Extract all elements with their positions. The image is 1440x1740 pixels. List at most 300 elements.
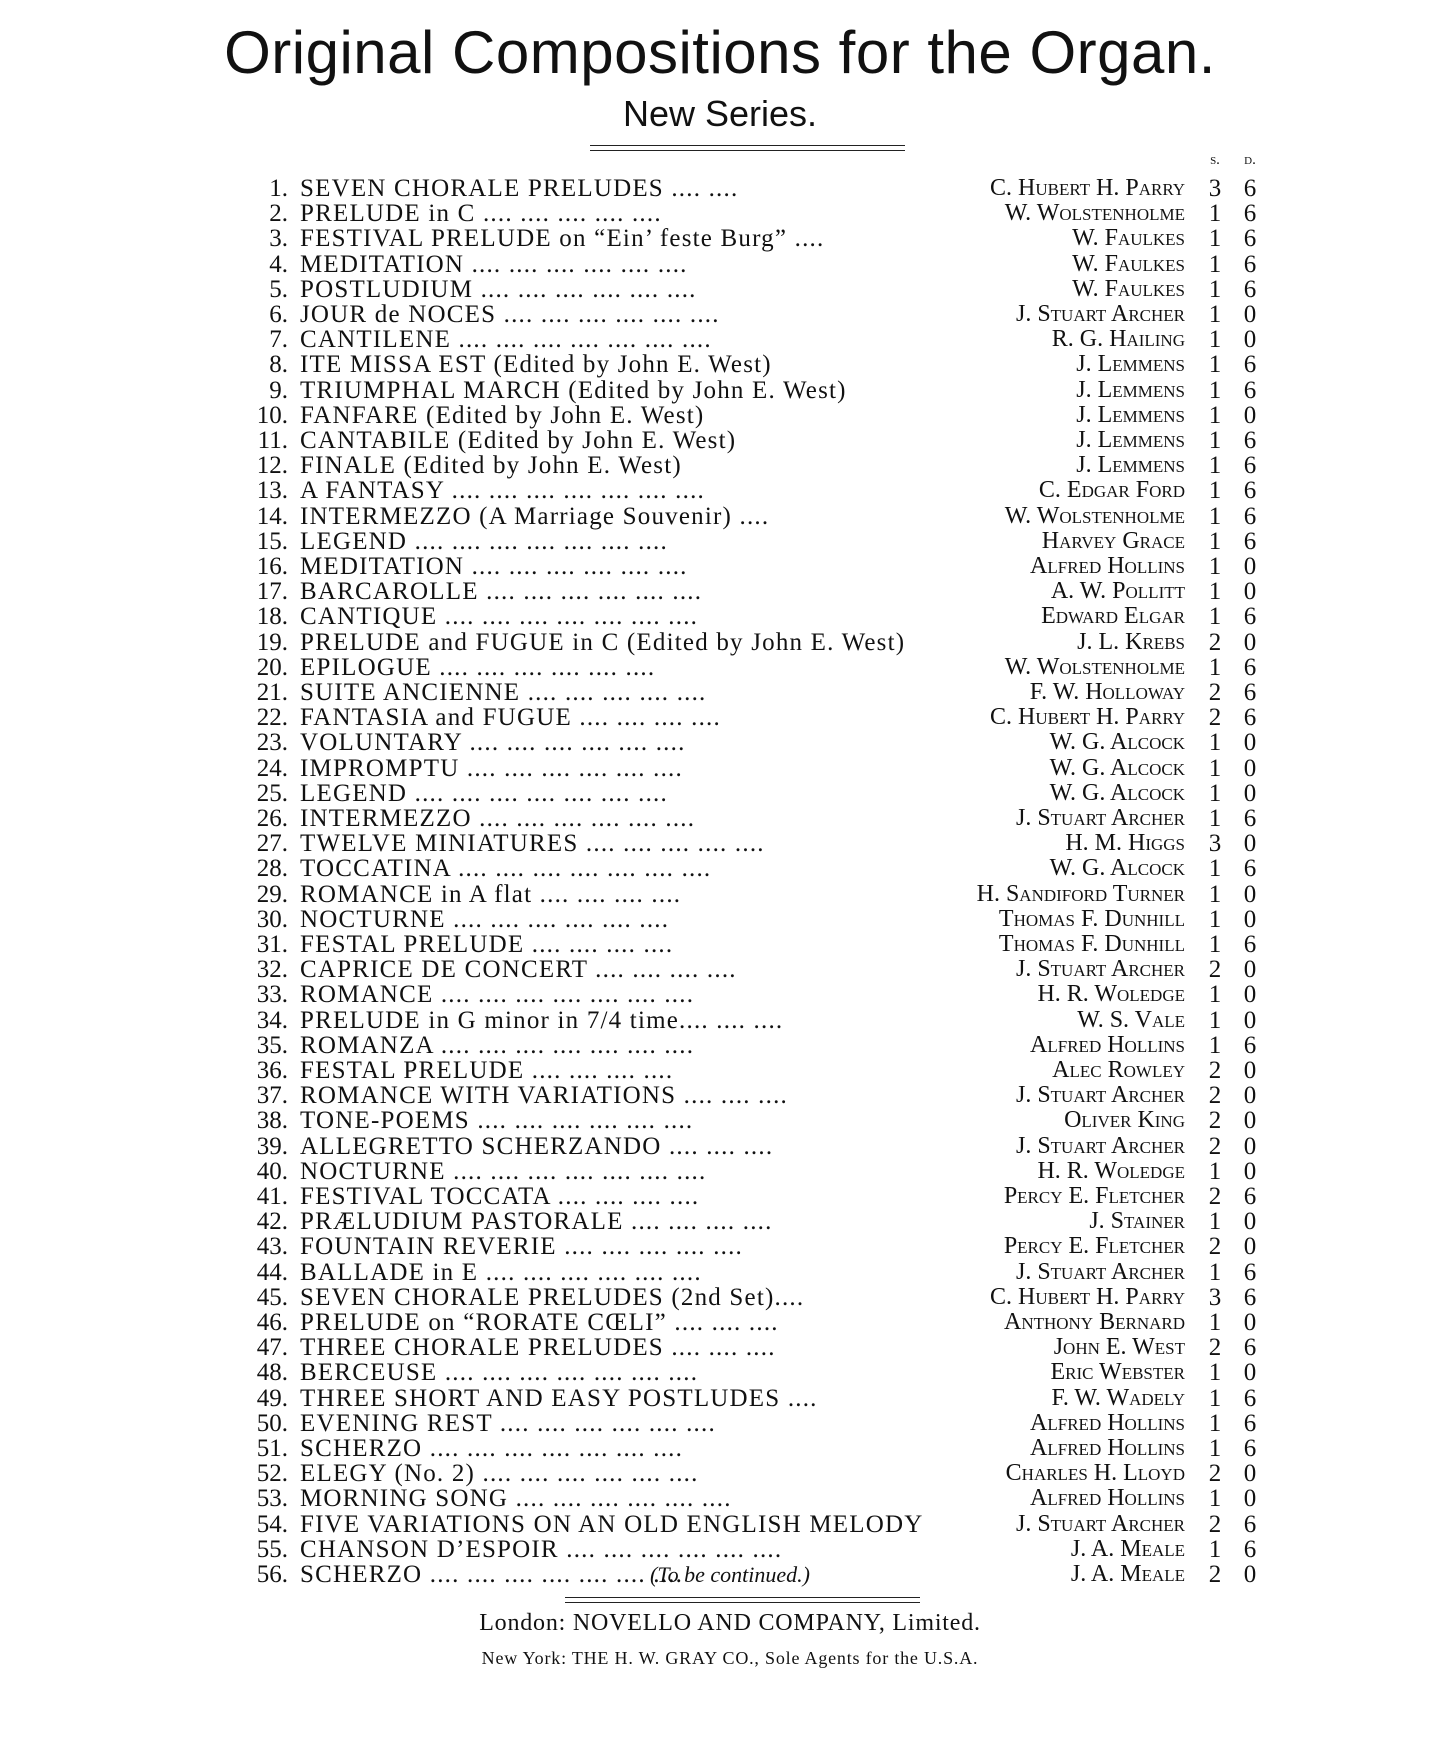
item-number: 9. — [269, 376, 288, 404]
list-item — [0, 1058, 1440, 1083]
item-composer: H. Sandiford Turner — [976, 880, 1185, 907]
item-composer: Charles H. Lloyd — [1005, 1460, 1185, 1487]
item-price-pence: 6 — [1243, 1283, 1257, 1311]
list-item — [0, 378, 1440, 403]
item-number: 22. — [256, 704, 288, 732]
item-price-shillings: 2 — [1208, 1057, 1222, 1084]
item-composer: W. Faulkes — [1072, 275, 1185, 302]
item-price-pence: 6 — [1243, 225, 1257, 253]
publisher-line-new-york: New York: THE H. W. GRAY CO., Sole Agents for the U.S.A. — [481, 1648, 979, 1668]
item-title: TRIUMPHAL MARCH (Edited by John E. West) — [300, 376, 847, 404]
item-price-shillings: 1 — [1208, 931, 1222, 958]
item-composer: R. G. Hailing — [1051, 326, 1185, 353]
list-item — [0, 1486, 1440, 1511]
item-price-shillings: 2 — [1208, 1082, 1222, 1110]
item-price-shillings: 2 — [1208, 679, 1222, 706]
divider-top — [590, 145, 905, 151]
item-title: ROMANCE WITH VARIATIONS .... .... .... — [300, 1082, 788, 1110]
item-composer: J. Stainer — [1089, 1208, 1185, 1235]
item-price-pence: 6 — [1243, 1510, 1257, 1538]
item-composer: J. Stuart Archer — [1015, 1132, 1185, 1159]
list-item — [0, 1260, 1440, 1285]
item-composer: W. Wolstenholme — [1004, 200, 1185, 227]
item-title: FESTIVAL PRELUDE on “Ein’ feste Burg” .... — [300, 225, 825, 253]
item-price-pence: 0 — [1243, 956, 1257, 984]
item-composer: W. S. Vale — [1077, 1006, 1185, 1033]
item-number: 27. — [256, 830, 288, 858]
item-composer: J. Stuart Archer — [1015, 1082, 1185, 1109]
publisher-line-london: London: NOVELLO AND COMPANY, Limited. — [479, 1610, 981, 1636]
item-price-shillings: 1 — [1208, 754, 1222, 782]
list-item — [0, 579, 1440, 604]
item-price-pence: 0 — [1243, 779, 1257, 807]
item-price-shillings: 1 — [1208, 200, 1222, 228]
item-title: NOCTURNE .... .... .... .... .... .... — [300, 905, 670, 933]
item-number: 54. — [256, 1510, 288, 1538]
item-price-shillings: 1 — [1208, 1359, 1222, 1387]
item-title: CHANSON D’ESPOIR .... .... .... .... .... .... — [300, 1535, 783, 1563]
item-title: VOLUNTARY .... .... .... .... .... .... — [300, 729, 686, 757]
item-price-shillings: 2 — [1208, 704, 1222, 732]
item-price-pence: 6 — [1243, 452, 1257, 480]
item-title: BERCEUSE .... .... .... .... .... .... .... — [300, 1359, 699, 1387]
list-item — [0, 705, 1440, 730]
item-composer: F. W. Wadely — [1051, 1384, 1185, 1411]
list-item — [0, 554, 1440, 579]
item-price-shillings: 1 — [1208, 578, 1222, 606]
item-price-pence: 0 — [1243, 1107, 1257, 1135]
item-number: 1. — [269, 175, 288, 202]
list-item — [0, 655, 1440, 680]
item-price-shillings: 2 — [1208, 1183, 1222, 1210]
item-title: JOUR de NOCES .... .... .... .... .... .... — [300, 301, 720, 328]
item-title: TOCCATINA .... .... .... .... .... .... .... — [300, 855, 712, 883]
item-composer: Anthony Bernard — [1003, 1309, 1185, 1335]
item-number: 41. — [256, 1183, 288, 1210]
item-number: 39. — [256, 1132, 288, 1160]
item-title: PRELUDE on “RORATE CŒLI” .... .... .... — [300, 1309, 779, 1336]
item-number: 28. — [256, 855, 288, 883]
list-item — [0, 1512, 1440, 1537]
item-price-pence: 0 — [1243, 981, 1257, 1009]
item-price-pence: 0 — [1243, 1309, 1257, 1336]
item-title: CANTILENE .... .... .... .... .... .... .... — [300, 326, 712, 354]
item-price-pence: 6 — [1243, 931, 1257, 958]
item-composer: Harvey Grace — [1041, 527, 1185, 554]
item-number: 40. — [256, 1157, 288, 1185]
list-item — [0, 226, 1440, 251]
item-price-shillings: 1 — [1208, 351, 1222, 379]
list-item — [0, 478, 1440, 503]
list-item — [0, 1184, 1440, 1209]
item-price-pence: 6 — [1243, 1334, 1257, 1362]
item-title: BALLADE in E .... .... .... .... .... .... — [300, 1258, 702, 1286]
list-item — [0, 1310, 1440, 1335]
item-title: POSTLUDIUM .... .... .... .... .... .... — [300, 275, 697, 303]
item-price-shillings: 2 — [1208, 1334, 1222, 1362]
list-item — [0, 352, 1440, 377]
list-item — [0, 756, 1440, 781]
item-composer: J. Lemmens — [1076, 427, 1185, 453]
item-price-shillings: 1 — [1208, 1309, 1222, 1336]
item-number: 46. — [256, 1309, 288, 1336]
item-title: FINALE (Edited by John E. West) — [300, 452, 682, 480]
item-price-pence: 0 — [1243, 830, 1257, 858]
item-composer: C. Edgar Ford — [1038, 477, 1185, 504]
item-price-pence: 6 — [1243, 1535, 1257, 1563]
list-item — [0, 428, 1440, 453]
item-price-pence: 0 — [1243, 301, 1257, 328]
list-item — [0, 176, 1440, 201]
list-item — [0, 1285, 1440, 1310]
pence-header: d. — [1244, 152, 1256, 168]
item-price-shillings: 1 — [1208, 1208, 1222, 1236]
list-item — [0, 982, 1440, 1007]
item-number: 11. — [257, 427, 288, 454]
item-price-shillings: 3 — [1208, 1283, 1222, 1311]
list-item — [0, 201, 1440, 226]
item-title: ROMANZA .... .... .... .... .... .... .... — [300, 1031, 695, 1059]
item-price-shillings: 1 — [1208, 301, 1222, 328]
item-composer: Alec Rowley — [1052, 1057, 1185, 1083]
item-composer: Eric Webster — [1050, 1359, 1185, 1386]
item-number: 7. — [269, 326, 288, 354]
item-number: 43. — [256, 1233, 288, 1261]
item-number: 20. — [256, 653, 288, 681]
item-price-pence: 0 — [1243, 1057, 1257, 1084]
item-price-shillings: 2 — [1208, 1561, 1222, 1588]
list-item — [0, 1108, 1440, 1133]
item-number: 13. — [256, 477, 288, 505]
item-price-pence: 6 — [1243, 704, 1257, 732]
item-composer: J. Stuart Archer — [1015, 301, 1185, 327]
item-number: 51. — [256, 1435, 288, 1462]
item-price-shillings: 1 — [1208, 1157, 1222, 1185]
item-price-shillings: 1 — [1208, 729, 1222, 757]
item-price-pence: 6 — [1243, 427, 1257, 454]
list-item — [0, 302, 1440, 327]
item-title: SEVEN CHORALE PRELUDES (2nd Set).... — [300, 1283, 805, 1311]
item-number: 12. — [256, 452, 288, 480]
item-composer: J. Lemmens — [1076, 351, 1185, 378]
item-price-pence: 6 — [1243, 175, 1257, 202]
item-number: 44. — [256, 1258, 288, 1286]
item-title: TWELVE MINIATURES .... .... .... .... .... — [300, 830, 765, 858]
item-composer: Alfred Hollins — [1030, 1485, 1185, 1512]
item-price-pence: 6 — [1243, 1409, 1257, 1437]
item-price-shillings: 1 — [1208, 401, 1222, 429]
item-number: 32. — [256, 956, 288, 984]
list-item — [0, 1411, 1440, 1436]
item-number: 5. — [269, 275, 288, 303]
item-price-shillings: 2 — [1208, 1460, 1222, 1488]
item-title: INTERMEZZO (A Marriage Souvenir) .... — [300, 502, 770, 530]
item-price-pence: 0 — [1243, 729, 1257, 757]
price-column-headers — [1205, 152, 1265, 170]
item-title: NOCTURNE .... .... .... .... .... .... .... — [300, 1157, 707, 1185]
item-composer: W. Faulkes — [1072, 250, 1185, 277]
item-price-shillings: 2 — [1208, 1510, 1222, 1538]
item-composer: H. R. Woledge — [1037, 1157, 1185, 1184]
item-price-shillings: 1 — [1208, 1435, 1222, 1462]
item-price-shillings: 1 — [1208, 1485, 1222, 1513]
list-item — [0, 1083, 1440, 1108]
item-number: 37. — [256, 1082, 288, 1110]
list-item — [0, 1008, 1440, 1033]
item-composer: Alfred Hollins — [1030, 1031, 1185, 1058]
item-composer: W. Wolstenholme — [1004, 653, 1185, 680]
item-title: TONE-POEMS .... .... .... .... .... .... — [300, 1107, 694, 1135]
item-price-shillings: 1 — [1208, 250, 1222, 278]
item-price-pence: 6 — [1243, 200, 1257, 228]
item-number: 30. — [256, 905, 288, 933]
list-item — [0, 806, 1440, 831]
item-price-pence: 6 — [1243, 351, 1257, 379]
item-title: ITE MISSA EST (Edited by John E. West) — [300, 351, 772, 379]
item-number: 17. — [256, 578, 288, 606]
item-price-pence: 6 — [1243, 1435, 1257, 1462]
list-item — [0, 1159, 1440, 1184]
item-title: MORNING SONG .... .... .... .... .... .... — [300, 1485, 732, 1513]
item-number: 26. — [256, 805, 288, 832]
item-composer: A. W. Pollitt — [1050, 578, 1185, 605]
item-title: FESTAL PRELUDE .... .... .... .... — [300, 1057, 674, 1084]
item-composer: Alfred Hollins — [1030, 1409, 1185, 1436]
item-price-shillings: 2 — [1208, 1233, 1222, 1261]
item-price-pence: 0 — [1243, 553, 1257, 580]
item-title: IMPROMPTU .... .... .... .... .... .... — [300, 754, 683, 782]
list-item — [0, 680, 1440, 705]
item-number: 25. — [256, 779, 288, 807]
list-item — [0, 730, 1440, 755]
item-price-shillings: 1 — [1208, 477, 1222, 505]
item-price-pence: 0 — [1243, 1082, 1257, 1110]
item-title: FANTASIA and FUGUE .... .... .... .... — [300, 704, 721, 732]
item-price-shillings: 1 — [1208, 553, 1222, 580]
item-composer: W. G. Alcock — [1049, 729, 1185, 756]
item-number: 23. — [256, 729, 288, 757]
item-number: 14. — [256, 502, 288, 530]
item-composer: J. A. Meale — [1070, 1561, 1185, 1587]
item-number: 49. — [256, 1384, 288, 1412]
item-price-pence: 0 — [1243, 1485, 1257, 1513]
item-price-pence: 0 — [1243, 1460, 1257, 1488]
list-item — [0, 1360, 1440, 1385]
list-item — [0, 1033, 1440, 1058]
item-price-shillings: 1 — [1208, 905, 1222, 933]
item-price-shillings: 3 — [1208, 175, 1222, 202]
item-number: 2. — [269, 200, 288, 228]
item-composer: Thomas F. Dunhill — [998, 905, 1185, 932]
list-item — [0, 907, 1440, 932]
item-price-shillings: 1 — [1208, 779, 1222, 807]
item-number: 18. — [256, 603, 288, 631]
item-title: EPILOGUE .... .... .... .... .... .... — [300, 653, 656, 681]
divider-bottom — [565, 1597, 920, 1603]
item-price-pence: 0 — [1243, 1359, 1257, 1387]
item-title: FANFARE (Edited by John E. West) — [300, 401, 705, 429]
item-price-pence: 6 — [1243, 250, 1257, 278]
item-price-pence: 0 — [1243, 1006, 1257, 1034]
item-price-pence: 0 — [1243, 1208, 1257, 1236]
item-price-shillings: 1 — [1208, 603, 1222, 631]
item-composer: Alfred Hollins — [1030, 1435, 1185, 1461]
item-title: ROMANCE in A flat .... .... .... .... — [300, 880, 682, 908]
item-price-shillings: 1 — [1208, 452, 1222, 480]
item-composer: W. G. Alcock — [1049, 754, 1185, 781]
list-item — [0, 277, 1440, 302]
item-composer: Percy E. Fletcher — [1003, 1233, 1185, 1260]
item-composer: J. A. Meale — [1070, 1535, 1185, 1562]
item-price-shillings: 1 — [1208, 1031, 1222, 1059]
item-number: 29. — [256, 880, 288, 908]
list-item — [0, 403, 1440, 428]
item-composer: F. W. Holloway — [1029, 679, 1185, 705]
item-price-shillings: 1 — [1208, 1535, 1222, 1563]
item-price-pence: 0 — [1243, 628, 1257, 656]
item-price-pence: 6 — [1243, 653, 1257, 681]
item-price-shillings: 1 — [1208, 653, 1222, 681]
item-price-shillings: 1 — [1208, 1006, 1222, 1034]
shillings-header: s. — [1210, 152, 1220, 168]
item-title: PRELUDE in G minor in 7/4 time.... .... .... — [300, 1006, 784, 1034]
item-composer: W. G. Alcock — [1049, 779, 1185, 806]
item-title: ELEGY (No. 2) .... .... .... .... .... .... — [300, 1460, 699, 1488]
item-price-pence: 0 — [1243, 326, 1257, 354]
item-number: 3. — [269, 225, 288, 253]
item-price-pence: 0 — [1243, 880, 1257, 908]
item-title: A FANTASY .... .... .... .... .... .... .... — [300, 477, 705, 505]
list-item — [0, 453, 1440, 478]
item-price-shillings: 1 — [1208, 981, 1222, 1009]
item-price-pence: 6 — [1243, 603, 1257, 631]
list-item — [0, 1209, 1440, 1234]
item-composer: J. Stuart Archer — [1015, 1258, 1185, 1285]
item-title: ALLEGRETTO SCHERZANDO .... .... .... — [300, 1132, 774, 1160]
page-title: Original Compositions for the Organ. — [224, 19, 1216, 86]
item-composer: J. Stuart Archer — [1015, 805, 1185, 831]
item-composer: H. M. Higgs — [1065, 830, 1185, 857]
item-composer: C. Hubert H. Parry — [989, 704, 1185, 731]
item-number: 45. — [256, 1283, 288, 1311]
list-item — [0, 831, 1440, 856]
item-title: INTERMEZZO .... .... .... .... .... .... — [300, 805, 696, 832]
item-composer: J. L. Krebs — [1077, 628, 1185, 655]
item-number: 21. — [256, 679, 288, 706]
item-price-pence: 6 — [1243, 275, 1257, 303]
item-title: THREE CHORALE PRELUDES .... .... .... — [300, 1334, 776, 1362]
list-item — [0, 1386, 1440, 1411]
item-price-pence: 6 — [1243, 1183, 1257, 1210]
item-number: 33. — [256, 981, 288, 1009]
item-price-pence: 6 — [1243, 679, 1257, 706]
item-number: 4. — [269, 250, 288, 278]
item-number: 55. — [256, 1535, 288, 1563]
item-composer: W. Wolstenholme — [1004, 502, 1185, 529]
item-price-pence: 6 — [1243, 502, 1257, 530]
item-title: FESTAL PRELUDE .... .... .... .... — [300, 931, 674, 958]
item-composer: C. Hubert H. Parry — [989, 1283, 1185, 1310]
list-item — [0, 504, 1440, 529]
item-price-pence: 6 — [1243, 527, 1257, 555]
item-price-shillings: 1 — [1208, 376, 1222, 404]
item-price-shillings: 1 — [1208, 427, 1222, 454]
item-number: 47. — [256, 1334, 288, 1362]
item-price-pence: 6 — [1243, 477, 1257, 505]
item-price-pence: 0 — [1243, 754, 1257, 782]
item-price-shillings: 1 — [1208, 855, 1222, 883]
item-number: 6. — [269, 301, 288, 328]
list-item — [0, 781, 1440, 806]
item-number: 31. — [256, 931, 288, 958]
item-number: 15. — [256, 527, 288, 555]
item-title: CANTABILE (Edited by John E. West) — [300, 427, 737, 454]
list-item — [0, 327, 1440, 352]
item-price-shillings: 1 — [1208, 880, 1222, 908]
list-item — [0, 252, 1440, 277]
item-price-pence: 6 — [1243, 376, 1257, 404]
item-number: 52. — [256, 1460, 288, 1488]
page-subtitle: New Series. — [622, 93, 818, 134]
item-number: 16. — [256, 553, 288, 580]
item-number: 38. — [256, 1107, 288, 1135]
item-title: SEVEN CHORALE PRELUDES .... .... — [300, 175, 739, 202]
item-price-shillings: 2 — [1208, 1132, 1222, 1160]
item-price-pence: 0 — [1243, 401, 1257, 429]
item-composer: J. Lemmens — [1076, 401, 1185, 428]
item-title: SCHERZO .... .... .... .... .... .... .... — [300, 1435, 684, 1462]
item-number: 50. — [256, 1409, 288, 1437]
item-price-shillings: 1 — [1208, 1384, 1222, 1412]
item-price-pence: 6 — [1243, 805, 1257, 832]
item-price-pence: 0 — [1243, 578, 1257, 606]
item-title: LEGEND .... .... .... .... .... .... .... — [300, 779, 668, 807]
item-title: ROMANCE .... .... .... .... .... .... .... — [300, 981, 695, 1009]
item-composer: Edward Elgar — [1041, 603, 1185, 630]
item-composer: Alfred Hollins — [1030, 553, 1185, 579]
item-composer: Percy E. Fletcher — [1003, 1183, 1185, 1209]
item-title: PRELUDE in C .... .... .... .... .... — [300, 200, 662, 228]
item-title: MEDITATION .... .... .... .... .... .... — [300, 250, 688, 278]
item-title: CANTIQUE .... .... .... .... .... .... .... — [300, 603, 699, 631]
item-number: 48. — [256, 1359, 288, 1387]
item-title: LEGEND .... .... .... .... .... .... .... — [300, 527, 668, 555]
item-composer: J. Lemmens — [1076, 376, 1185, 403]
list-item — [0, 1537, 1440, 1562]
item-price-pence: 0 — [1243, 1132, 1257, 1160]
item-price-shillings: 1 — [1208, 805, 1222, 832]
item-title: FESTIVAL TOCCATA .... .... .... .... — [300, 1183, 700, 1210]
item-title: CAPRICE DE CONCERT .... .... .... .... — [300, 956, 737, 984]
item-title: SCHERZO .... .... .... .... .... .... .... — [300, 1561, 684, 1588]
item-price-shillings: 1 — [1208, 275, 1222, 303]
list-item — [0, 1436, 1440, 1461]
item-number: 10. — [256, 401, 288, 429]
item-title: FIVE VARIATIONS ON AN OLD ENGLISH MELODY — [300, 1510, 924, 1538]
item-number: 42. — [256, 1208, 288, 1236]
continued-note: (To be continued.) — [650, 1562, 810, 1587]
item-title: MEDITATION .... .... .... .... .... .... — [300, 553, 688, 580]
item-title: THREE SHORT AND EASY POSTLUDES .... — [300, 1384, 818, 1412]
item-price-pence: 0 — [1243, 1233, 1257, 1261]
item-price-shillings: 2 — [1208, 1107, 1222, 1135]
item-composer: J. Stuart Archer — [1015, 1510, 1185, 1537]
item-price-pence: 6 — [1243, 1258, 1257, 1286]
item-price-pence: 6 — [1243, 1384, 1257, 1412]
item-composer: W. G. Alcock — [1049, 855, 1185, 882]
item-number: 34. — [256, 1006, 288, 1034]
item-price-shillings: 2 — [1208, 956, 1222, 984]
